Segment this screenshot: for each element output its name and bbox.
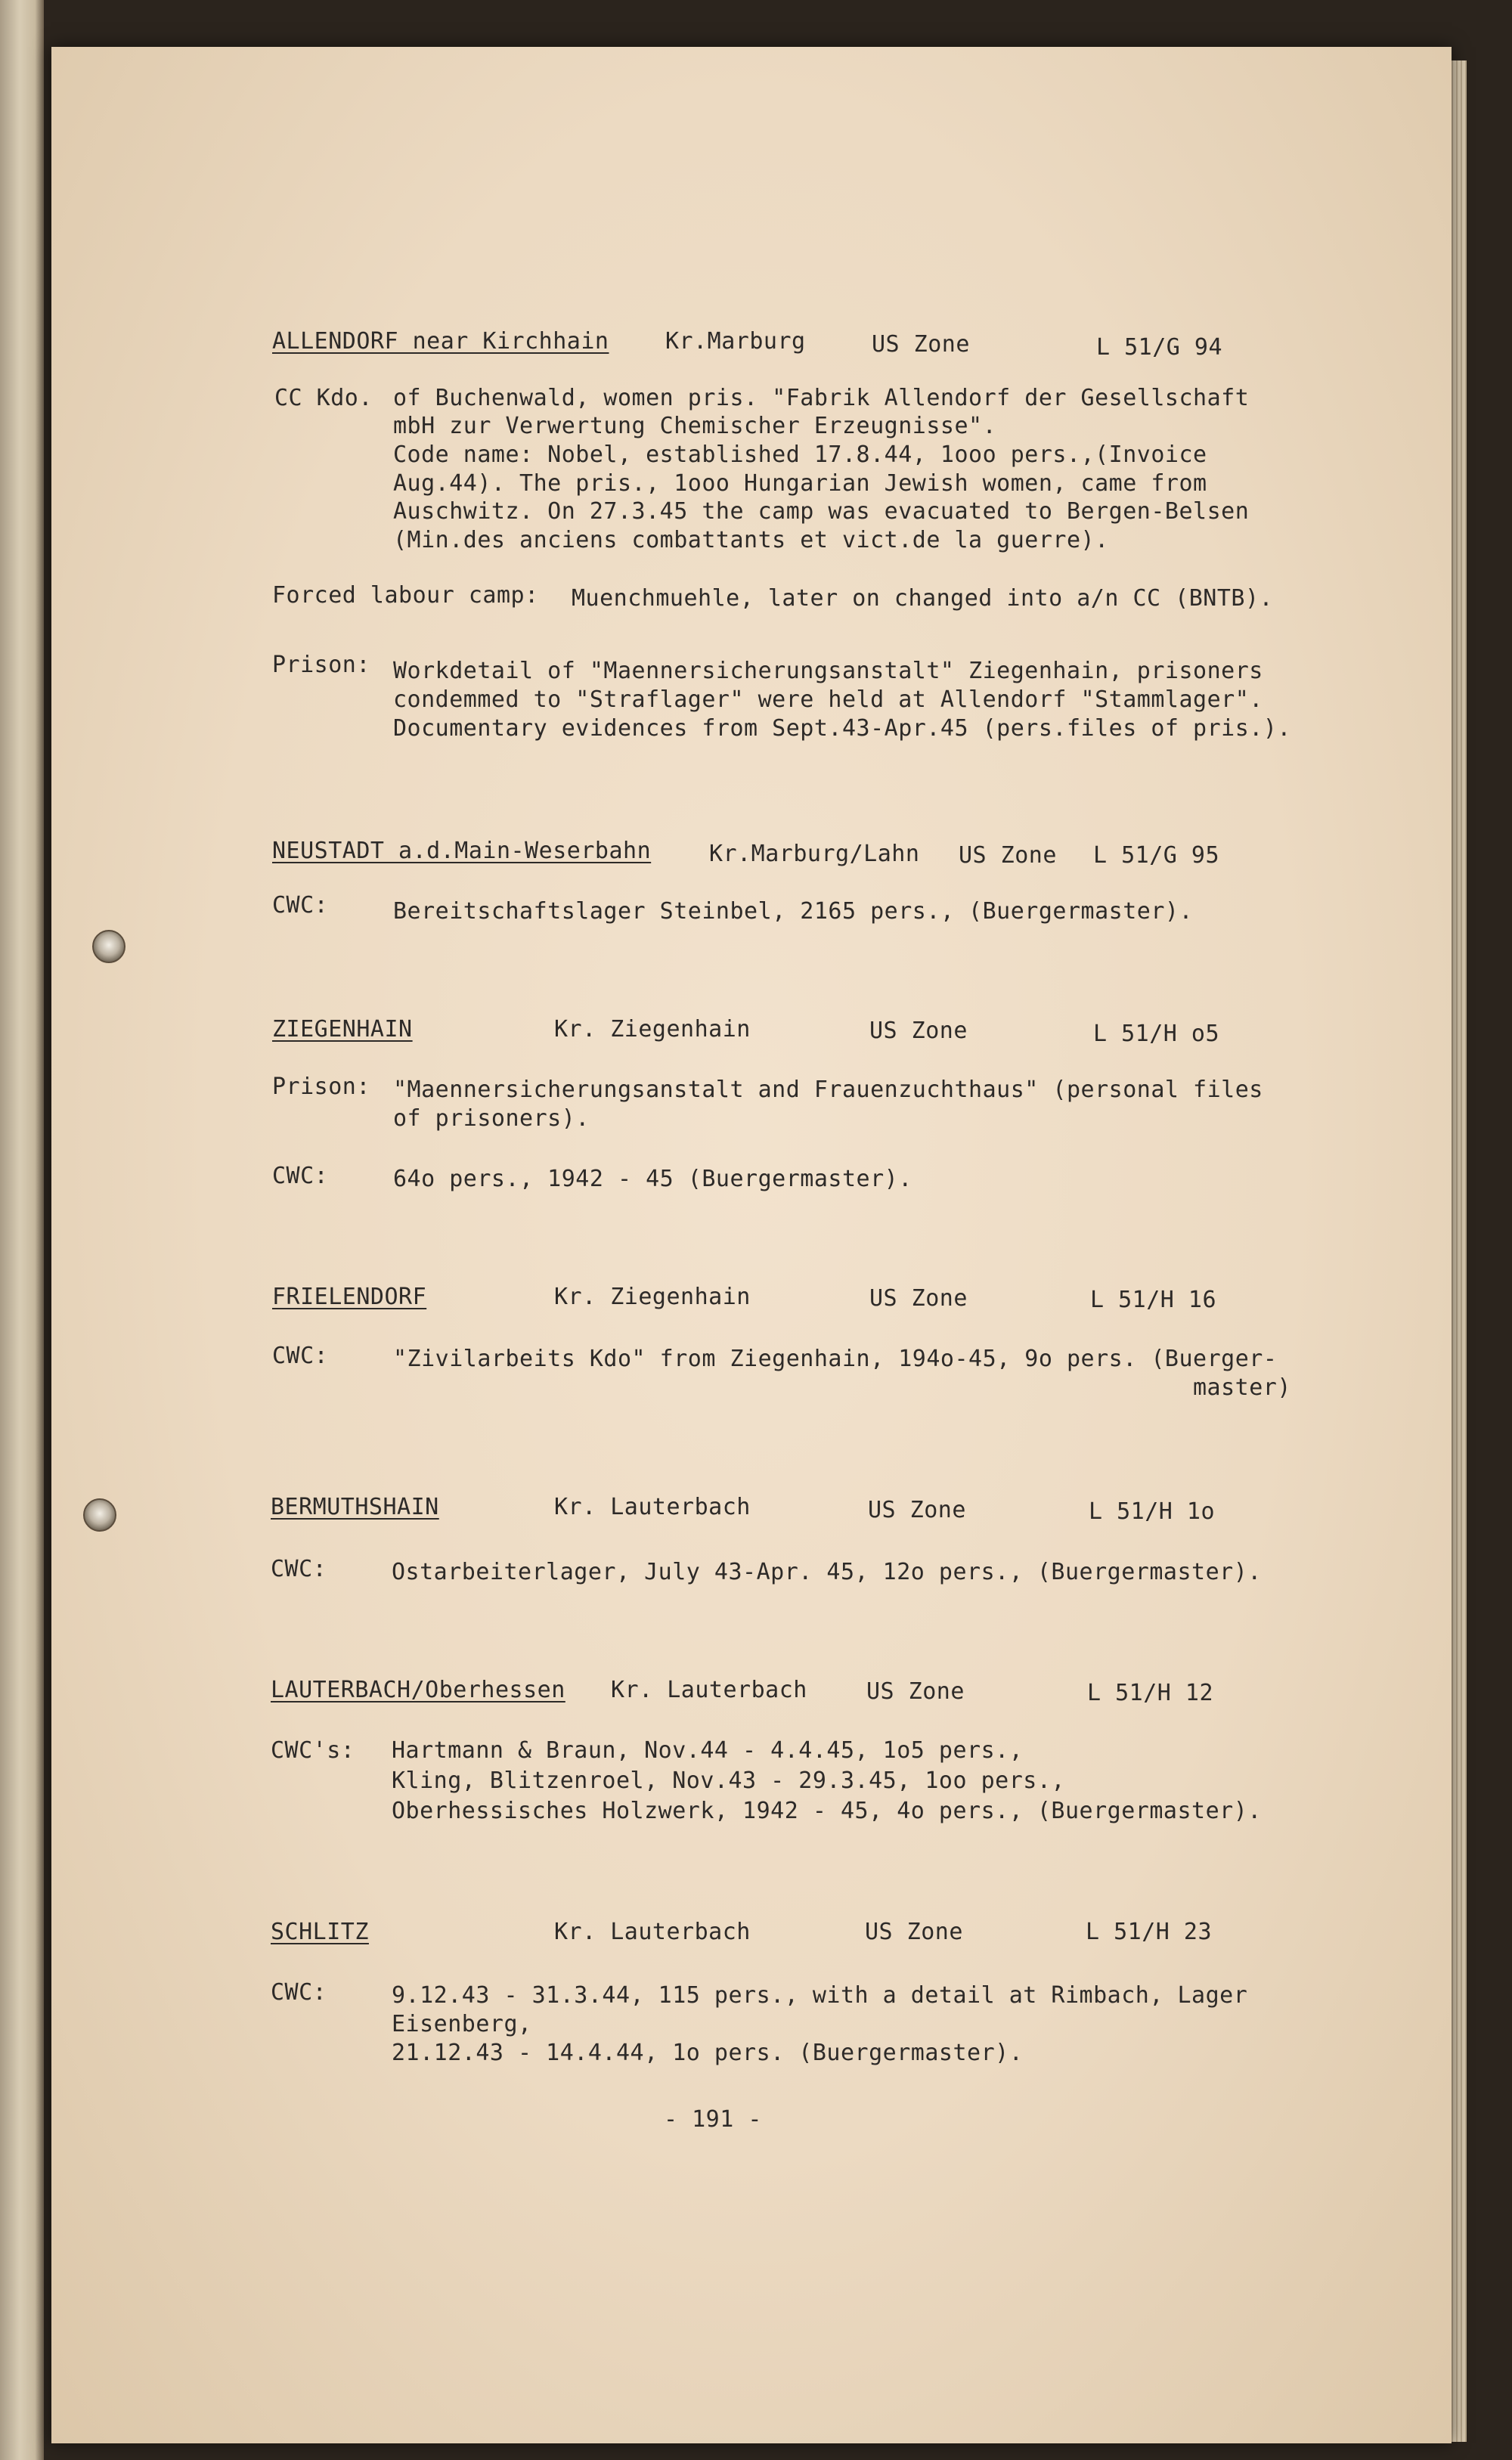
entry-text-line: "Maennersicherungsanstalt and Frauenzuchthaus" (personal files [393, 1077, 1263, 1103]
entry-place: NEUSTADT a.d.Main-Weserbahn [272, 838, 652, 864]
section-label: CWC: [271, 1979, 327, 2006]
entry-ref: L 51/G 94 [1096, 334, 1223, 361]
entry-district: Kr. Ziegenhain [554, 1284, 751, 1310]
entry-ref: L 51/H 23 [1086, 1919, 1213, 1945]
entry-district: Kr. Lauterbach [554, 1919, 751, 1945]
entry-place: ZIEGENHAIN [272, 1016, 413, 1043]
section-label: CC Kdo. [274, 385, 373, 411]
entry-text-line: mbH zur Verwertung Chemischer Erzeugnisse". [393, 413, 997, 439]
adjacent-page-edge [0, 0, 44, 2460]
entry-text-line: Ostarbeiterlager, July 43-Apr. 45, 12o pers., (Buergermaster). [392, 1559, 1262, 1585]
entry-text-line: master) [1193, 1374, 1291, 1401]
entry-ref: L 51/H 1o [1089, 1498, 1216, 1525]
entry-place: BERMUTHSHAIN [271, 1494, 439, 1520]
entry-text-line: Kling, Blitzenroel, Nov.43 - 29.3.45, 1oo pers., [392, 1768, 1065, 1794]
entry-district: Kr.Marburg [665, 328, 806, 355]
entry-text-line: Oberhessisches Holzwerk, 1942 - 45, 4o pers., (Buergermaster). [392, 1798, 1262, 1824]
entry-text-line: condemmed to "Straflager" were held at Allendorf "Stammlager". [393, 686, 1263, 713]
entry-text-line: Auschwitz. On 27.3.45 the camp was evacuated to Bergen-Belsen [393, 498, 1250, 525]
entry-text-line: Eisenberg, [392, 2011, 532, 2037]
page-number: - 191 - [664, 2106, 762, 2133]
entry-zone: US Zone [959, 842, 1057, 869]
entry-zone: US Zone [865, 1919, 963, 1945]
binder-hole [83, 1498, 116, 1532]
entry-place: ALLENDORF near Kirchhain [272, 328, 609, 355]
entry-text-line: 64o pers., 1942 - 45 (Buergermaster). [393, 1166, 912, 1192]
entry-text-line: Aug.44). The pris., 1ooo Hungarian Jewish women, came from [393, 470, 1207, 497]
entry-zone: US Zone [872, 331, 970, 358]
entry-district: Kr. Lauterbach [554, 1494, 751, 1520]
entry-text-line: Workdetail of "Maennersicherungsanstalt" Ziegenhain, prisoners [393, 658, 1263, 684]
section-label: Prison: [272, 652, 370, 678]
entry-ref: L 51/G 95 [1093, 842, 1220, 869]
entry-place: SCHLITZ [271, 1919, 369, 1945]
entry-district: Kr.Marburg/Lahn [709, 841, 920, 867]
entry-ref: L 51/H 16 [1090, 1287, 1217, 1313]
entry-text-line: Hartmann & Braun, Nov.44 - 4.4.45, 1o5 pers., [392, 1737, 1024, 1764]
entry-district: Kr. Lauterbach [611, 1677, 807, 1703]
section-label: CWC: [271, 1556, 327, 1582]
section-label: CWC: [272, 892, 329, 919]
entry-text-line: Bereitschaftslager Steinbel, 2165 pers., (Buergermaster). [393, 898, 1194, 925]
entry-text-line: "Zivilarbeits Kdo" from Ziegenhain, 194o-45, 9o pers. (Buerger- [393, 1346, 1278, 1372]
entry-text-line: Documentary evidences from Sept.43-Apr.45 (pers.files of pris.). [393, 715, 1291, 742]
entry-district: Kr. Ziegenhain [554, 1016, 751, 1043]
entry-place: LAUTERBACH/Oberhessen [271, 1677, 565, 1703]
entry-text-line: (Min.des anciens combattants et vict.de la guerre). [393, 527, 1109, 553]
entry-text-line: 9.12.43 - 31.3.44, 115 pers., with a detail at Rimbach, Lager [392, 1982, 1248, 2009]
entry-ref: L 51/H o5 [1093, 1021, 1220, 1047]
entry-text-line: 21.12.43 - 14.4.44, 1o pers. (Buergermaster). [392, 2040, 1024, 2066]
entry-zone: US Zone [869, 1018, 968, 1044]
entry-ref: L 51/H 12 [1087, 1680, 1214, 1706]
section-label: CWC: [272, 1163, 329, 1189]
entry-zone: US Zone [866, 1678, 965, 1705]
section-label: CWC: [272, 1343, 329, 1369]
document-page [51, 47, 1452, 2443]
binder-hole [92, 930, 125, 963]
entry-text-line: of Buchenwald, women pris. "Fabrik Allendorf der Gesellschaft [393, 385, 1250, 411]
entry-text-line: of prisoners). [393, 1105, 590, 1132]
section-label: Forced labour camp: [272, 582, 539, 609]
entry-text-line: Muenchmuehle, later on changed into a/n CC (BNTB). [572, 585, 1274, 612]
entry-zone: US Zone [868, 1497, 966, 1523]
entry-zone: US Zone [869, 1285, 968, 1312]
entry-text-line: Code name: Nobel, established 17.8.44, 1ooo pers.,(Invoice [393, 441, 1207, 468]
entry-place: FRIELENDORF [272, 1284, 427, 1310]
section-label: Prison: [272, 1074, 370, 1100]
section-label: CWC's: [271, 1737, 355, 1764]
